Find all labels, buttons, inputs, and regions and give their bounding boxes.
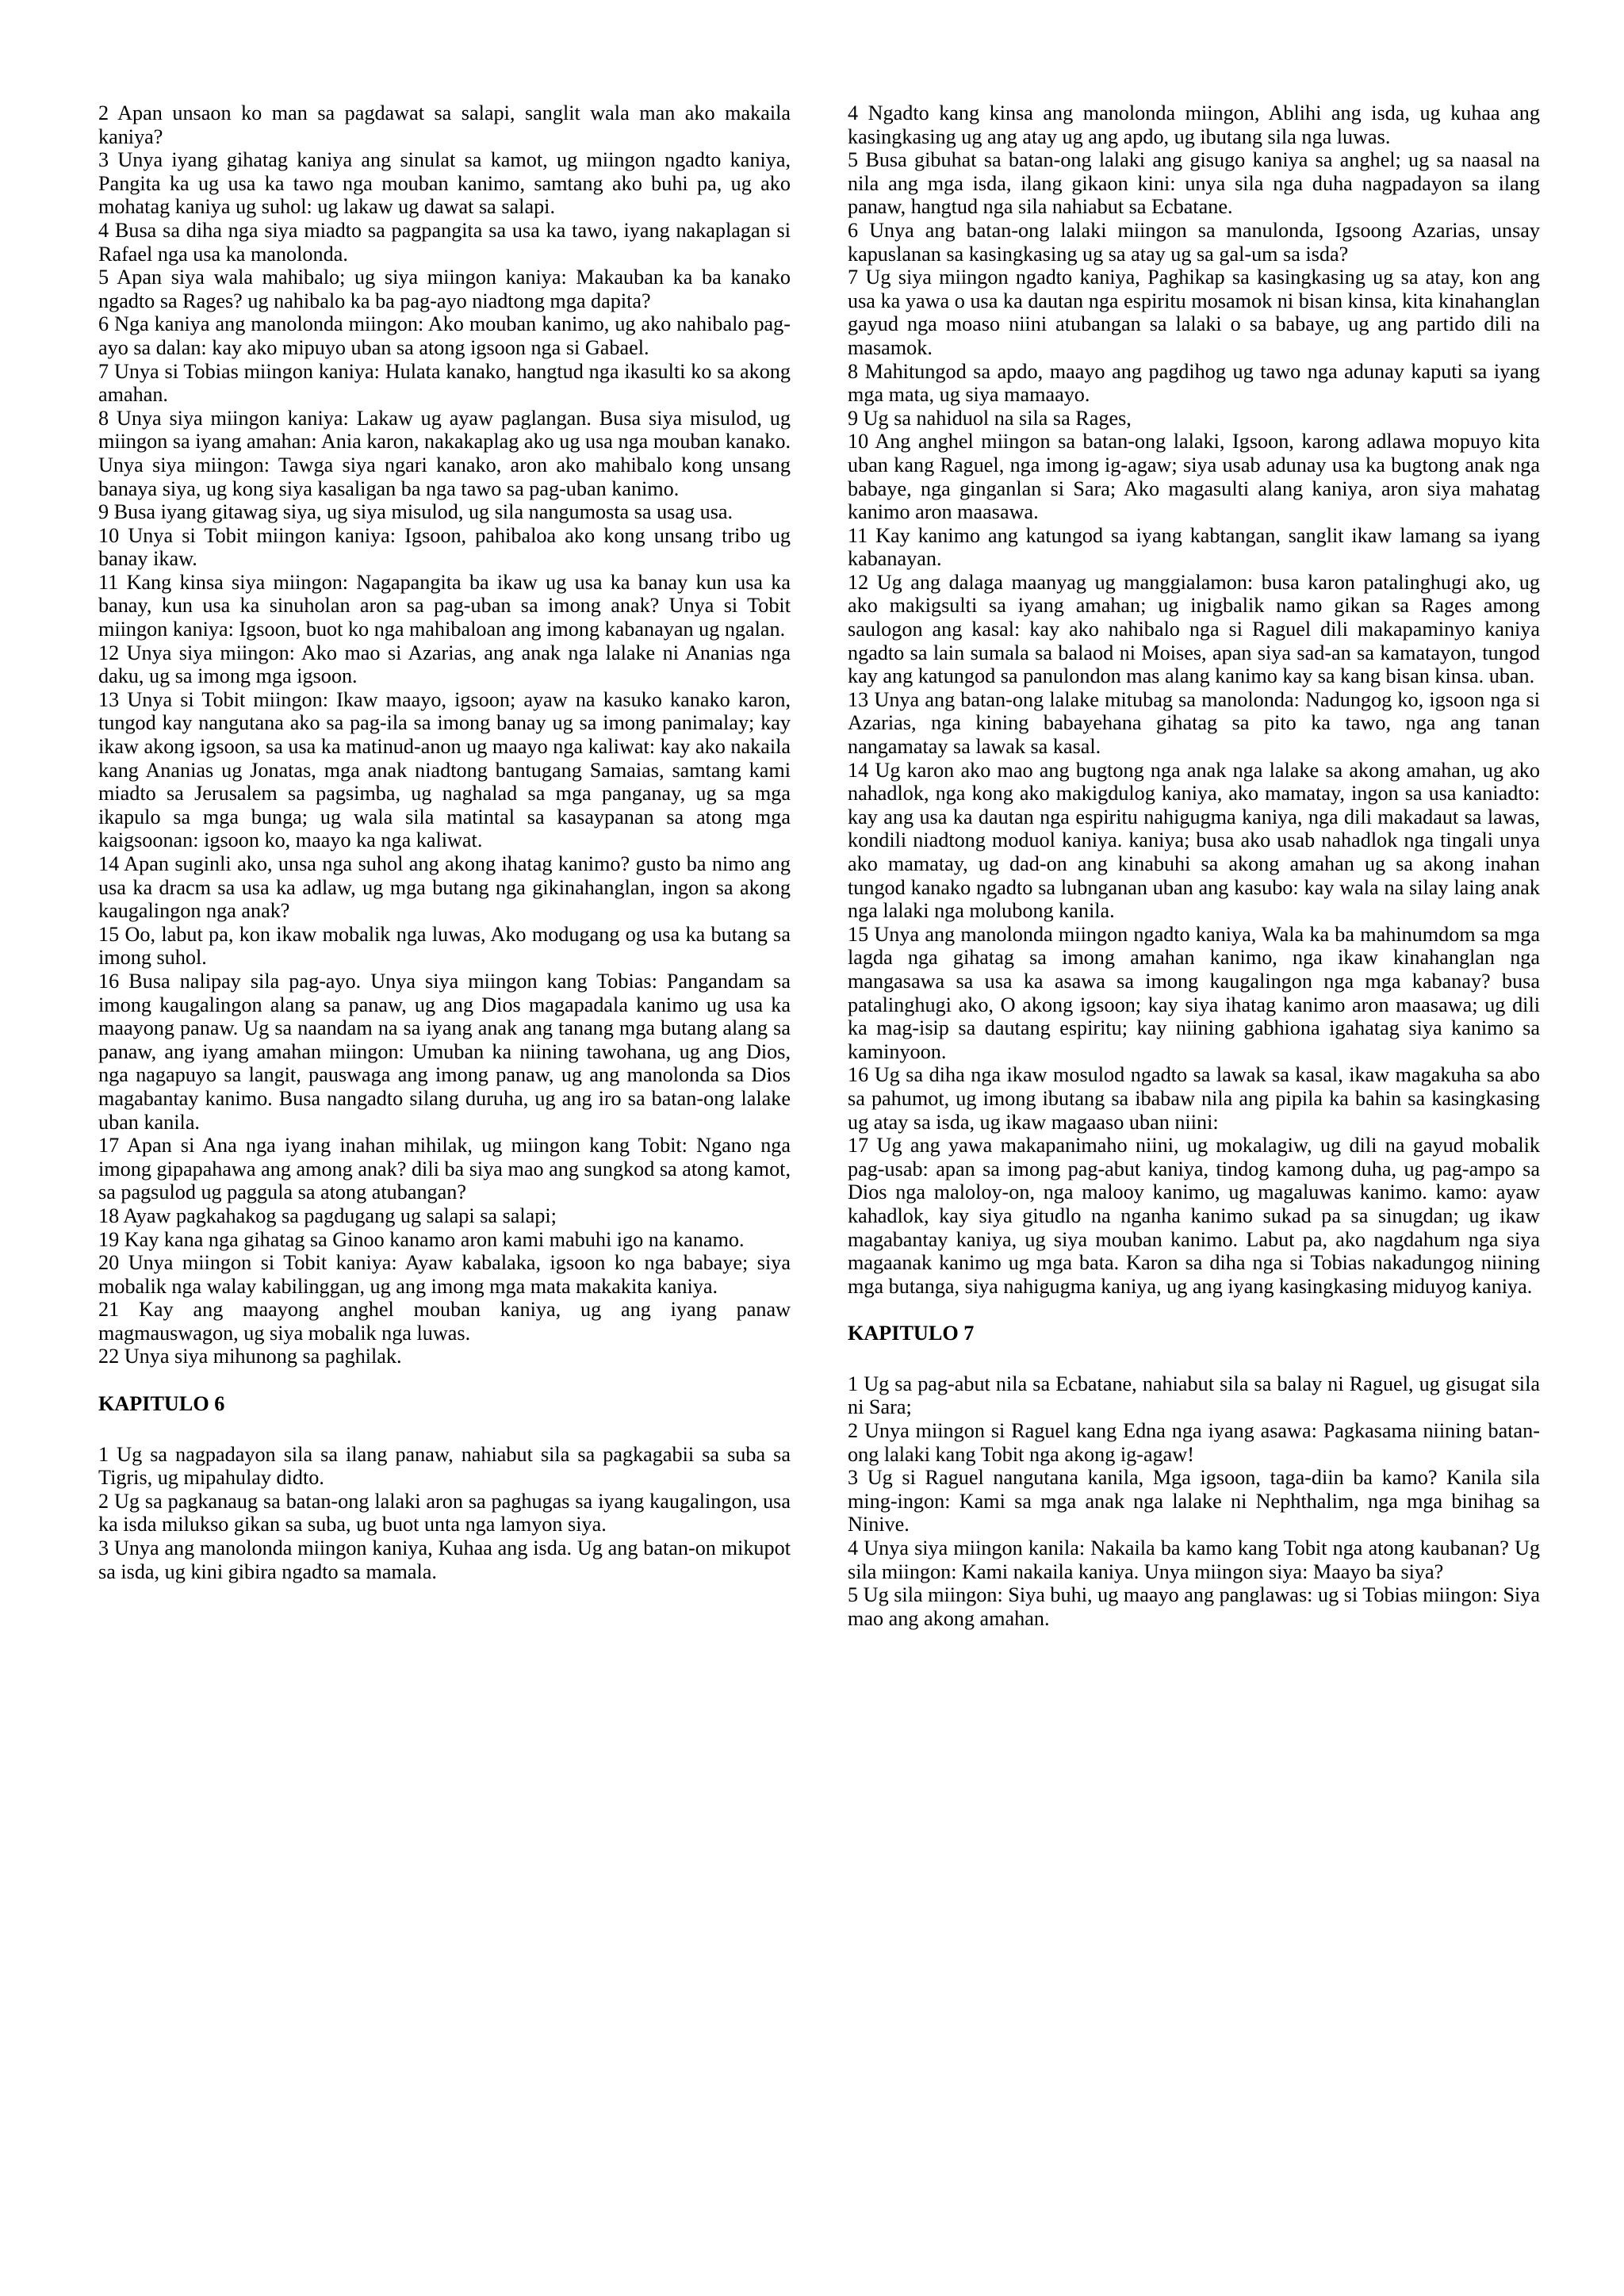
verse: 17 Apan si Ana nga iyang inahan mihilak, ug miingon kang Tobit: Ngano nga imong gipapahawa ang among anak? dili ba siya mao ang sungkod sa atong kamot, sa pagsulod ug paggula sa atong atubangan? [98,1134,791,1204]
verse: 8 Unya siya miingon kaniya: Lakaw ug ayaw paglangan. Busa siya misulod, ug miingon sa iyang amahan: Ania karon, nakakaplag ako ug usa nga mouban kanako. Unya siya miingon: Tawga siya ngari kanako, aron ako mahibalo kong unsang banaya siya, ug kong siya kasaligan ba nga tawo sa pag-uban kanimo. [98,406,791,500]
verse: 4 Unya siya miingon kanila: Nakaila ba kamo kang Tobit nga atong kaubanan? Ug sila miingon: Kami nakaila kaniya. Unya miingon siya: Maayo ba siya? [848,1536,1540,1583]
right-column [848,101,1540,2296]
verse: 5 Busa gibuhat sa batan-ong lalaki ang gisugo kaniya sa anghel; ug sa naasal na nila ang mga isda, ilang gikaon kini: unya sila nga duha nagpadayon sa ilang panaw, hangtud nga sila nahiabut sa Ecbatane. [848,148,1540,219]
verse-list [98,101,791,1368]
verse: 10 Ang anghel miingon sa batan-ong lalaki, Igsoon, karong adlawa mopuyo kita uban kang Raguel, nga imong ig-agaw; siya usab adunay usa ka bugtong anak nga babaye, nga ginganlan si Sara; Ako magasulti alang kaniya, aron siya mahatag kanimo aron maasawa. [848,430,1540,524]
verse: 12 Ug ang dalaga maanyag ug manggialamon: busa karon patalinghugi ako, ug ako makigsulti sa iyang amahan; ug inigbalik namo gikan sa Rages among saulogon ang kasal: kay ako nahibalo nga si Raguel dili makapaminyo kaniya ngadto sa lain sumala sa balaod ni Moises, apan siya sad-an sa kamatayon, tungod kay ang katungod sa panulondon mas alang kanimo kay sa kang bisan kinsa. uban. [848,570,1540,688]
verse: 3 Unya ang manolonda miingon kaniya, Kuhaa ang isda. Ug ang batan-on mikupot sa isda, ug kini gibira ngadto sa mamala. [98,1536,791,1583]
verse: 12 Unya siya miingon: Ako mao si Azarias, ang anak nga lalake ni Ananias nga daku, ug sa imong mga igsoon. [98,641,791,688]
verse: 5 Ug sila miingon: Siya buhi, ug maayo ang panglawas: ug si Tobias miingon: Siya mao ang akong amahan. [848,1583,1540,1630]
verse: 17 Ug ang yawa makapanimaho niini, ug mokalagiw, ug dili na gayud mobalik pag-usab: apan sa imong pag-abut kaniya, tindog kamong duha, ug pag-ampo sa Dios nga maloloy-on, nga malooy kanimo, ug magaluwas kanimo. kamo: ayaw kahadlok, kay siya gitudlo na nganha kanimo sukad pa sa sinugdan; ug ikaw magabantay kaniya, ug siya mouban kanimo. Labut pa, ako nagdahum nga siya magaanak kanimo ug mga bata. Karon sa diha nga si Tobias nakadungog niining mga butanga, siya nahigugma kaniya, ug ang iyang kasingkasing miduyog kaniya. [848,1134,1540,1298]
verse: 7 Unya si Tobias miingon kaniya: Hulata kanako, hangtud nga ikasulti ko sa akong amahan. [98,359,791,407]
verse: 13 Unya si Tobit miingon: Ikaw maayo, igsoon; ayaw na kasuko kanako karon, tungod kay nangutana ako sa pag-ila sa imong banay ug sa imong panimalay; kay ikaw akong igsoon, sa usa ka matinud-anon ug maayo nga kaliwat: kay ako nakaila kang Ananias ug Jonatas, mga anak niadtong bantugang Samaias, samtang kami miadto sa Jerusalem sa pagsimba, ug naghalad sa mga panganay, ug sa mga ikapulo sa mga bunga; ug wala sila matintal sa kasaypanan sa atong mga kaigsoonan: igsoon ko, maayo ka nga kaliwat. [98,687,791,852]
verse-list [848,101,1540,1298]
left-column [98,101,791,2296]
verse: 11 Kang kinsa siya miingon: Nagapangita ba ikaw ug usa ka banay kun usa ka banay, kun usa ka sinuholan aron sa pag-uban sa imong anak? Unya si Tobit miingon kaniya: Igsoon, buot ko nga mahibaloan ang imong kabanayan ug ngalan. [98,570,791,641]
verse: 1 Ug sa pag-abut nila sa Ecbatane, nahiabut sila sa balay ni Raguel, ug gisugat sila ni Sara; [848,1372,1540,1419]
verse: 15 Oo, labut pa, kon ikaw mobalik nga luwas, Ako modugang og usa ka butang sa imong suhol. [98,922,791,970]
verse: 9 Busa iyang gitawag siya, ug siya misulod, ug sila nangumosta sa usag usa. [98,500,733,524]
verse-list [848,1372,1540,1631]
verse: 9 Ug sa nahiduol na sila sa Rages, [848,406,1132,430]
verse: 10 Unya si Tobit miingon kaniya: Igsoon, pahibaloa ako kong unsang tribo ug banay ikaw. [98,523,791,571]
verse: 20 Unya miingon si Tobit kaniya: Ayaw kabalaka, igsoon ko nga babaye; siya mobalik nga walay kabilinggan, ug ang imong mga mata makakita kaniya. [98,1251,791,1298]
verse: 7 Ug siya miingon ngadto kaniya, Paghikap sa kasingkasing ug sa atay, kon ang usa ka yawa o usa ka dautan nga espiritu mosamok ni bisan kinsa, kita kinahanglan gayud nga moaso niini atubangan sa lalaki o sa babaye, ug ang partido dili na masamok. [848,266,1540,359]
verse: 4 Busa sa diha nga siya miadto sa pagpangita sa usa ka tawo, iyang nakaplagan si Rafael nga usa ka manolonda. [98,218,791,266]
verse: 19 Kay kana nga gihatag sa Ginoo kanamo aron kami mabuhi igo na kanamo. [98,1227,745,1251]
verse: 5 Apan siya wala mahibalo; ug siya miingon kaniya: Makauban ka ba kanako ngadto sa Rages? ug nahibalo ka ba pag-ayo niadtong mga dapita? [98,266,791,312]
verse: 16 Ug sa diha nga ikaw mosulod ngadto sa lawak sa kasal, ikaw magakuha sa abo sa pahumot, ug imong ibutang sa ibabaw nila ang pipila ka bahin sa kasingkasing ug atay sa isda, ug ikaw magaaso uban niini: [848,1063,1540,1134]
verse: 18 Ayaw pagkahakog sa pagdugang ug salapi sa salapi; [98,1203,557,1227]
verse: 13 Unya ang batan-ong lalake mitubag sa manolonda: Nadungog ko, igsoon nga si Azarias, nga kining babayehana gihatag sa pito ka tawo, nga ang tanan nangamatay sa lawak sa kasal. [848,687,1540,759]
verse-list [98,1443,791,1584]
verse: 4 Ngadto kang kinsa ang manolonda miingon, Ablihi ang isda, ug kuhaa ang kasingkasing ug ang atay ug ang apdo, ug ibutang sila nga luwas. [848,101,1540,148]
verse: 6 Unya ang batan-ong lalaki miingon sa manulonda, Igsoong Azarias, unsay kapuslanan sa kasingkasing ug sa atay ug sa gal-um sa isda? [848,218,1540,266]
verse: 21 Kay ang maayong anghel mouban kaniya, ug ang iyang panaw magmauswagon, ug siya mobalik nga luwas. [98,1298,791,1345]
verse: 2 Ug sa pagkanaug sa batan-ong lalaki aron sa paghugas sa iyang kaugalingon, usa ka isda milukso gikan sa suba, ug buot unta nga lamyon siya. [98,1489,791,1536]
verse: 22 Unya siya mihunong sa paghilak. [98,1345,402,1368]
verse: 2 Unya miingon si Raguel kang Edna nga iyang asawa: Pagkasama niining batan-ong lalaki kang Tobit nga akong ig-agaw! [848,1419,1540,1466]
verse: 3 Unya iyang gihatag kaniya ang sinulat sa kamot, ug miingon ngadto kaniya, Pangita ka ug usa ka tawo nga mouban kanimo, samtang ako buhi pa, ug ako mohatag kaniya ug suhol: ug lakaw ug dawat sa salapi. [98,148,791,219]
verse: 16 Busa nalipay sila pag-ayo. Unya siya miingon kang Tobias: Pangandam sa imong kaugalingon alang sa panaw, ug ang Dios magapadala kanimo ug usa ka maayong panaw. Ug sa naandam na sa iyang anak ang tanang mga butang alang sa panaw, ang iyang amahan miingon: Umuban ka niining tawohana, ug ang Dios, nga nagapuyo sa langit, pauswaga ang imong panaw, ug ang manolonda sa Dios magabantay kanimo. Busa nangadto silang duruha, ug ang iro sa batan-ong lalake uban kanila. [98,969,791,1134]
verse: 6 Nga kaniya ang manolonda miingon: Ako mouban kanimo, ug ako nahibalo pag-ayo sa dalan: kay ako mipuyo uban sa atong igsoon nga si Gabael. [98,312,791,359]
chapter-heading: KAPITULO 7 [848,1322,975,1345]
verse: 1 Ug sa nagpadayon sila sa ilang panaw, nahiabut sila sa pagkagabii sa suba sa Tigris, ug mipahulay didto. [98,1442,791,1490]
verse: 8 Mahitungod sa apdo, maayo ang pagdihog ug tawo nga adunay kaputi sa iyang mga mata, ug siya mamaayo. [848,359,1540,407]
verse: 14 Ug karon ako mao ang bugtong nga anak nga lalake sa akong amahan, ug ako nahadlok, nga kong ako makigdulog kaniya, ako mamatay, ingon sa usa kaniadto: kay ang usa ka dautan nga espiritu nahigugma kaniya, nga dili makadaut sa lawas, kondili niadtong moduol kaniya. kaniya; busa ako usab nahadlok nga tingali unya ako mamatay, ug dad-on ang kinabuhi sa akong amahan ug sa akong inahan tungod kanako ngadto sa lubnganan uban ang kasubo: kay wala na silay laing anak nga lalaki nga molubong kanila. [848,758,1540,923]
verse: 11 Kay kanimo ang katungod sa iyang kabtangan, sanglit ikaw lamang sa iyang kabanayan. [848,523,1540,571]
verse: 2 Apan unsaon ko man sa pagdawat sa salapi, sanglit wala man ako makaila kaniya? [98,101,791,148]
verse: 14 Apan suginli ako, unsa nga suhol ang akong ihatag kanimo? gusto ba nimo ang usa ka dracm sa usa ka adlaw, ug mga butang nga gikinahanglan, ingon sa akong kaugalingon nga anak? [98,852,791,923]
verse: 15 Unya ang manolonda miingon ngadto kaniya, Wala ka ba mahinumdom sa mga lagda nga gihatag sa imong amahan kanimo, nga ikaw kinahanglan nga mangasawa sa usa ka asawa sa imong kaugalingon nga mga kabanay? busa patalinghugi ako, O akong igsoon; kay siya ihatag kanimo aron maasawa; ug dili ka mag-isip sa dautang espiritu; kay niining gabhiona igahatag siya kanimo sa kaminyoon. [848,922,1540,1063]
chapter-heading: KAPITULO 6 [98,1392,225,1416]
verse: 3 Ug si Raguel nangutana kanila, Mga igsoon, taga-diin ba kamo? Kanila sila ming-ingon: Kami sa mga anak nga lalake ni Nephthalim, nga mga binihag sa Ninive. [848,1466,1540,1536]
